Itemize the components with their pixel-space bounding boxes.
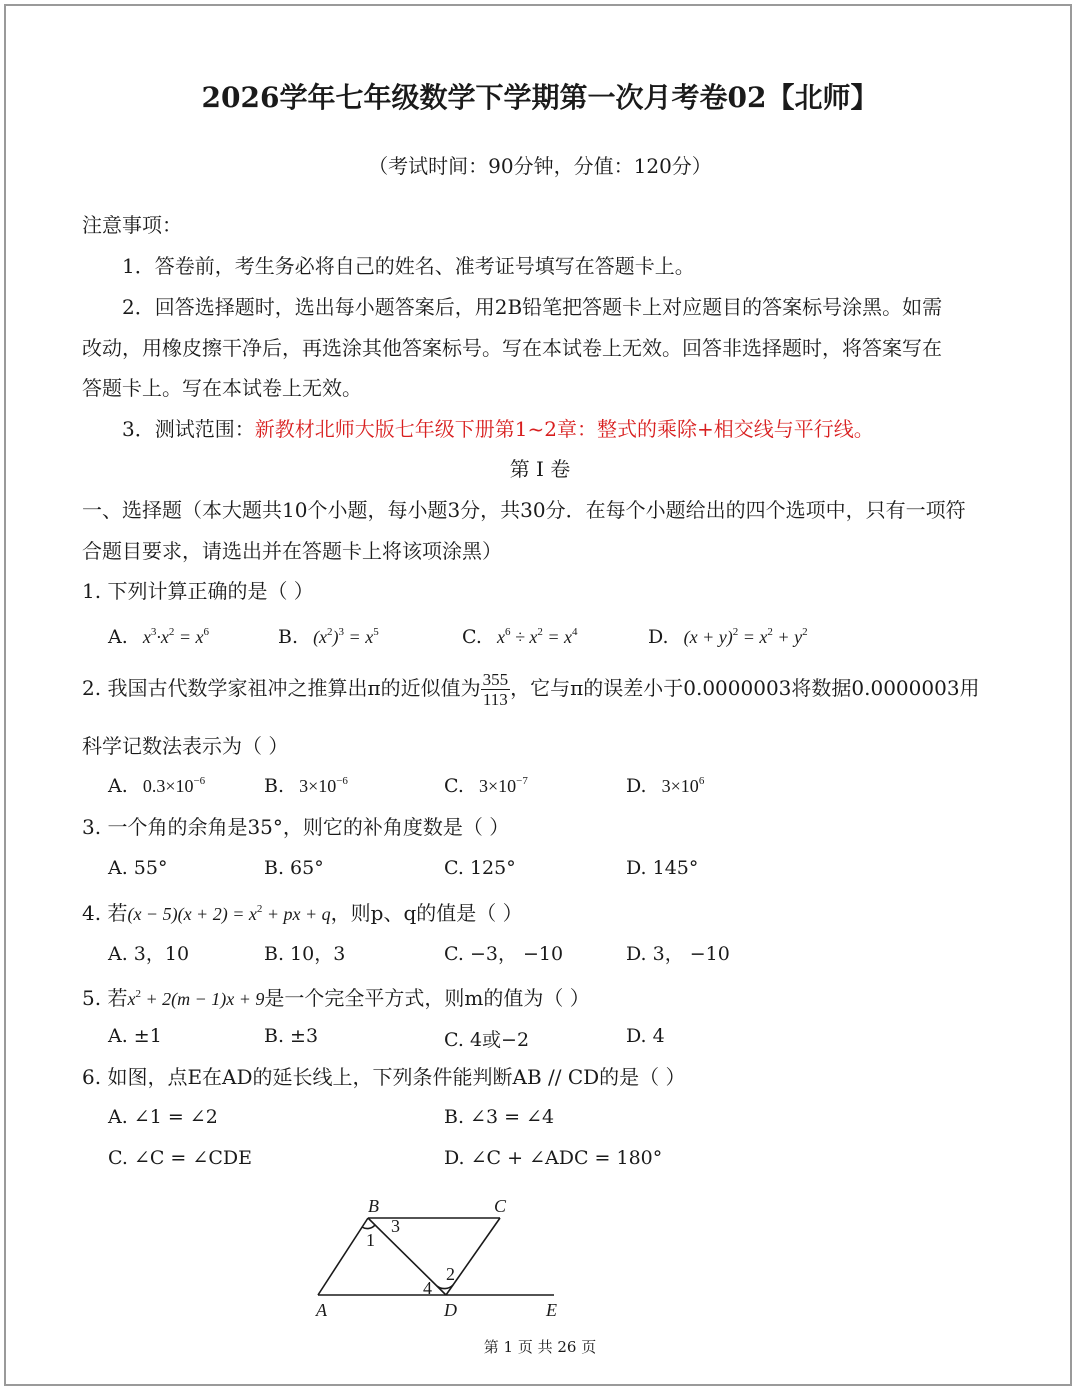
q6-option-d: D. ∠C + ∠ADC = 180°	[444, 1147, 663, 1169]
q5-option-c: C. 4或−2	[444, 1029, 530, 1051]
q5-option-d: D. 4	[626, 1025, 665, 1047]
q6-option-a: A. ∠1 = ∠2	[108, 1106, 218, 1128]
q6-option-b: B. ∠3 = ∠4	[444, 1106, 555, 1128]
q1-option-d: D. $(x + y)^2 = x^2 + y^2$	[648, 626, 808, 648]
volume-label: 第 I 卷	[509, 457, 571, 481]
notice-heading: 注意事项：	[82, 213, 182, 237]
q5-option-a: A. ±1	[108, 1025, 162, 1047]
section-1-line-1: 一、选择题（本大题共10个小题，每小题3分，共30分．在每个小题给出的四个选项中，只有一项符	[82, 498, 966, 522]
exam-page	[4, 4, 1072, 1386]
exam-subtitle: （考试时间：90分钟，分值：120分）	[368, 154, 712, 178]
page-footer: 第 1 页 共 26 页	[483, 1338, 597, 1356]
q3-option-a: A. 55°	[108, 857, 168, 879]
q4-stem	[82, 896, 523, 927]
q1-option-b-label: B.	[278, 626, 299, 648]
segment-bd	[368, 1218, 446, 1295]
q2-option-a: A. $0.3\times 10^{-6}$	[108, 775, 206, 797]
q2-option-c-label: C.	[444, 775, 464, 797]
label-c: C	[494, 1196, 507, 1216]
q4-option-c: C. −3， −10	[444, 943, 564, 965]
q3-option-d: D. 145°	[626, 857, 699, 879]
q2-fraction-numerator: 355	[482, 670, 509, 689]
notice-item-1: 1．答卷前，考生务必将自己的姓名、准考证号填写在答题卡上。	[122, 254, 695, 278]
q5-stem	[82, 981, 590, 1012]
notice-item-3-prefix: 3．测试范围：	[122, 417, 255, 441]
q1-option-a-label: A.	[108, 626, 128, 648]
q6-figure	[296, 1188, 576, 1324]
q5-option-b: B. ±3	[264, 1025, 319, 1047]
label-e: E	[546, 1300, 557, 1320]
q6-stem: 6. 如图，点E在AD的延长线上，下列条件能判断AB // CD的是（ ）	[82, 1065, 686, 1089]
q2-option-a-label: A.	[108, 775, 128, 797]
test-range: 新教材北师大版七年级下册第1~2章：整式的乘除+相交线与平行线。	[254, 417, 874, 441]
section-1-line-2: 合题目要求，请选出并在答题卡上将该项涂黑）	[82, 539, 502, 563]
q4-option-b: B. 10，3	[264, 943, 346, 965]
label-b: B	[368, 1196, 379, 1216]
q2-fraction	[481, 670, 511, 709]
q2-stem	[82, 670, 980, 709]
q6-option-c: C. ∠C = ∠CDE	[108, 1147, 252, 1169]
q2-stem-line-2: 科学记数法表示为（ ）	[82, 734, 289, 758]
q3-option-b: B. 65°	[264, 857, 324, 879]
notice-item-2-line-3: 答题卡上。写在本试卷上无效。	[82, 376, 362, 400]
q1-stem: 1. 下列计算正确的是（ ）	[82, 579, 314, 603]
q2-stem-b: ，它与π的误差小于0.0000003将数据0.0000003用	[510, 676, 980, 700]
angle-label-3: 3	[391, 1216, 400, 1236]
q4-stem-b: ，则p、q的值是（ ）	[330, 901, 523, 925]
q5-stem-a: 5. 若	[82, 986, 128, 1010]
q1-option-b: B. $(x^2)^3 = x^5$	[278, 626, 379, 648]
q2-option-b: B. $3\times 10^{-6}$	[264, 775, 348, 797]
label-a: A	[316, 1300, 327, 1320]
angle-label-1: 1	[366, 1230, 375, 1250]
q2-fraction-denominator: 113	[482, 690, 508, 709]
q4-option-d: D. 3， −10	[626, 943, 730, 965]
q2-option-b-label: B.	[264, 775, 285, 797]
notice-item-2-line-2: 改动，用橡皮擦干净后，再选涂其他答案标号。写在本试卷上无效。回答非选择题时，将答案写在	[82, 336, 942, 360]
q5-stem-b: 是一个完全平方式，则m的值为（ ）	[264, 986, 590, 1010]
q1-option-c-label: C.	[462, 626, 482, 648]
q1-option-d-label: D.	[648, 626, 669, 648]
angle-label-4: 4	[423, 1278, 432, 1298]
q4-option-a: A. 3，10	[108, 943, 190, 965]
angle-label-2: 2	[446, 1264, 455, 1284]
q4-expression: $(x - 5)(x + 2) = x^2$ + px + q	[127, 903, 331, 924]
notice-item-2-line-1: 2．回答选择题时，选出每小题答案后，用2B铅笔把答题卡上对应题目的答案标号涂黑。如需	[122, 295, 943, 319]
q4-stem-a: 4. 若	[82, 901, 128, 925]
q5-expression: $x^2 + 2(m - 1)x + 9$	[127, 988, 265, 1009]
q3-option-c: C. 125°	[444, 857, 516, 879]
q1-option-c: C. $x^6 \div x^2 = x^4$	[462, 626, 578, 648]
q2-stem-a: 2. 我国古代数学家祖冲之推算出π的近似值为	[82, 676, 481, 700]
exam-title: 2026学年七年级数学下学期第一次月考卷02【北师】	[201, 81, 879, 114]
q3-stem: 3. 一个角的余角是35°，则它的补角度数是（ ）	[82, 815, 510, 839]
label-d: D	[444, 1300, 457, 1320]
q2-option-d: D. $3\times 10^6$	[626, 775, 705, 797]
q2-option-c: C. $3\times 10^{-7}$	[444, 775, 528, 797]
notice-item-3	[122, 416, 874, 442]
q2-option-d-label: D.	[626, 775, 647, 797]
segment-ab	[318, 1218, 368, 1295]
q1-option-a: A. $x^3\cdot x^2 = x^6$	[108, 626, 209, 648]
